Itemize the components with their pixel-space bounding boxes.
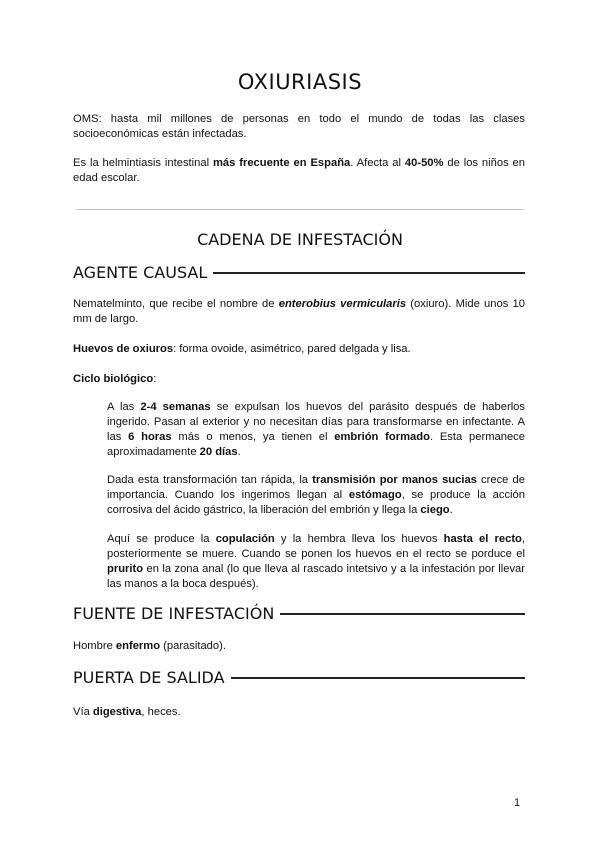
section-heading-puerta — [73, 666, 525, 688]
horizontal-divider — [76, 209, 524, 210]
section-heading-label: AGENTE CAUSAL — [73, 262, 208, 282]
intro-prevalence-paragraph: Es la helmintiasis intestinal más frecuente en España. Afecta al 40-50% de los niños en edad escolar. — [73, 157, 526, 184]
ciclo-paragraph-3: Aquí se produce la copulación y la hembra lleva los huevos hasta el recto, posteriormente se muere. Cuando se ponen los huevos en el recto se porduce el prurito en la zona anal (lo que lleva al rascado intetsivo y a la infestación por llevar las manos a la boca después). — [107, 533, 525, 590]
agente-description-paragraph: Nematelminto, que recibe el nombre de enterobius vermicularis (oxiuro). Mide unos 10 mm de largo. — [73, 298, 525, 325]
heading-rule — [213, 272, 525, 273]
chain-subtitle: CADENA DE INFESTACIÓN — [197, 230, 403, 249]
ciclo-heading-paragraph: Ciclo biológico: — [73, 373, 157, 385]
heading-rule — [231, 677, 525, 678]
page-number: 1 — [514, 797, 521, 809]
page-title: OXIURIASIS — [237, 70, 363, 94]
section-heading-agente-causal — [73, 261, 525, 283]
section-heading-label: FUENTE DE INFESTACIÓN — [73, 603, 275, 623]
huevos-paragraph: Huevos de oxiuros: forma ovoide, asimétrico, pared delgada y lisa. — [73, 343, 411, 355]
section-heading-fuente — [73, 602, 525, 624]
heading-rule — [280, 613, 525, 614]
section-heading-label: PUERTA DE SALIDA — [73, 667, 225, 687]
intro-oms-paragraph: OMS: hasta mil millones de personas en todo el mundo de todas las clases socioeconómicas están infectadas. — [73, 113, 525, 140]
ciclo-paragraph-2: Dada esta transformación tan rápida, la transmisión por manos sucias crece de importancia. Cuando los ingerimos llegan al estómago, se produce la acción corrosiva del ácido gástrico, la liberación del embrión y llega la ciego. — [107, 474, 525, 516]
fuente-paragraph: Hombre enfermo (parasitado). — [73, 640, 226, 652]
puerta-paragraph: Vía digestiva, heces. — [73, 706, 181, 718]
ciclo-paragraph-1: A las 2-4 semanas se expulsan los huevos del parásito después de haberlos ingerido. Pasan al exterior y no necesitan días para transformarse en infectante. A las 6 horas más o menos, ya tienen el embrión formado. Esta permanece aproximadamente 20 días. — [107, 401, 525, 458]
